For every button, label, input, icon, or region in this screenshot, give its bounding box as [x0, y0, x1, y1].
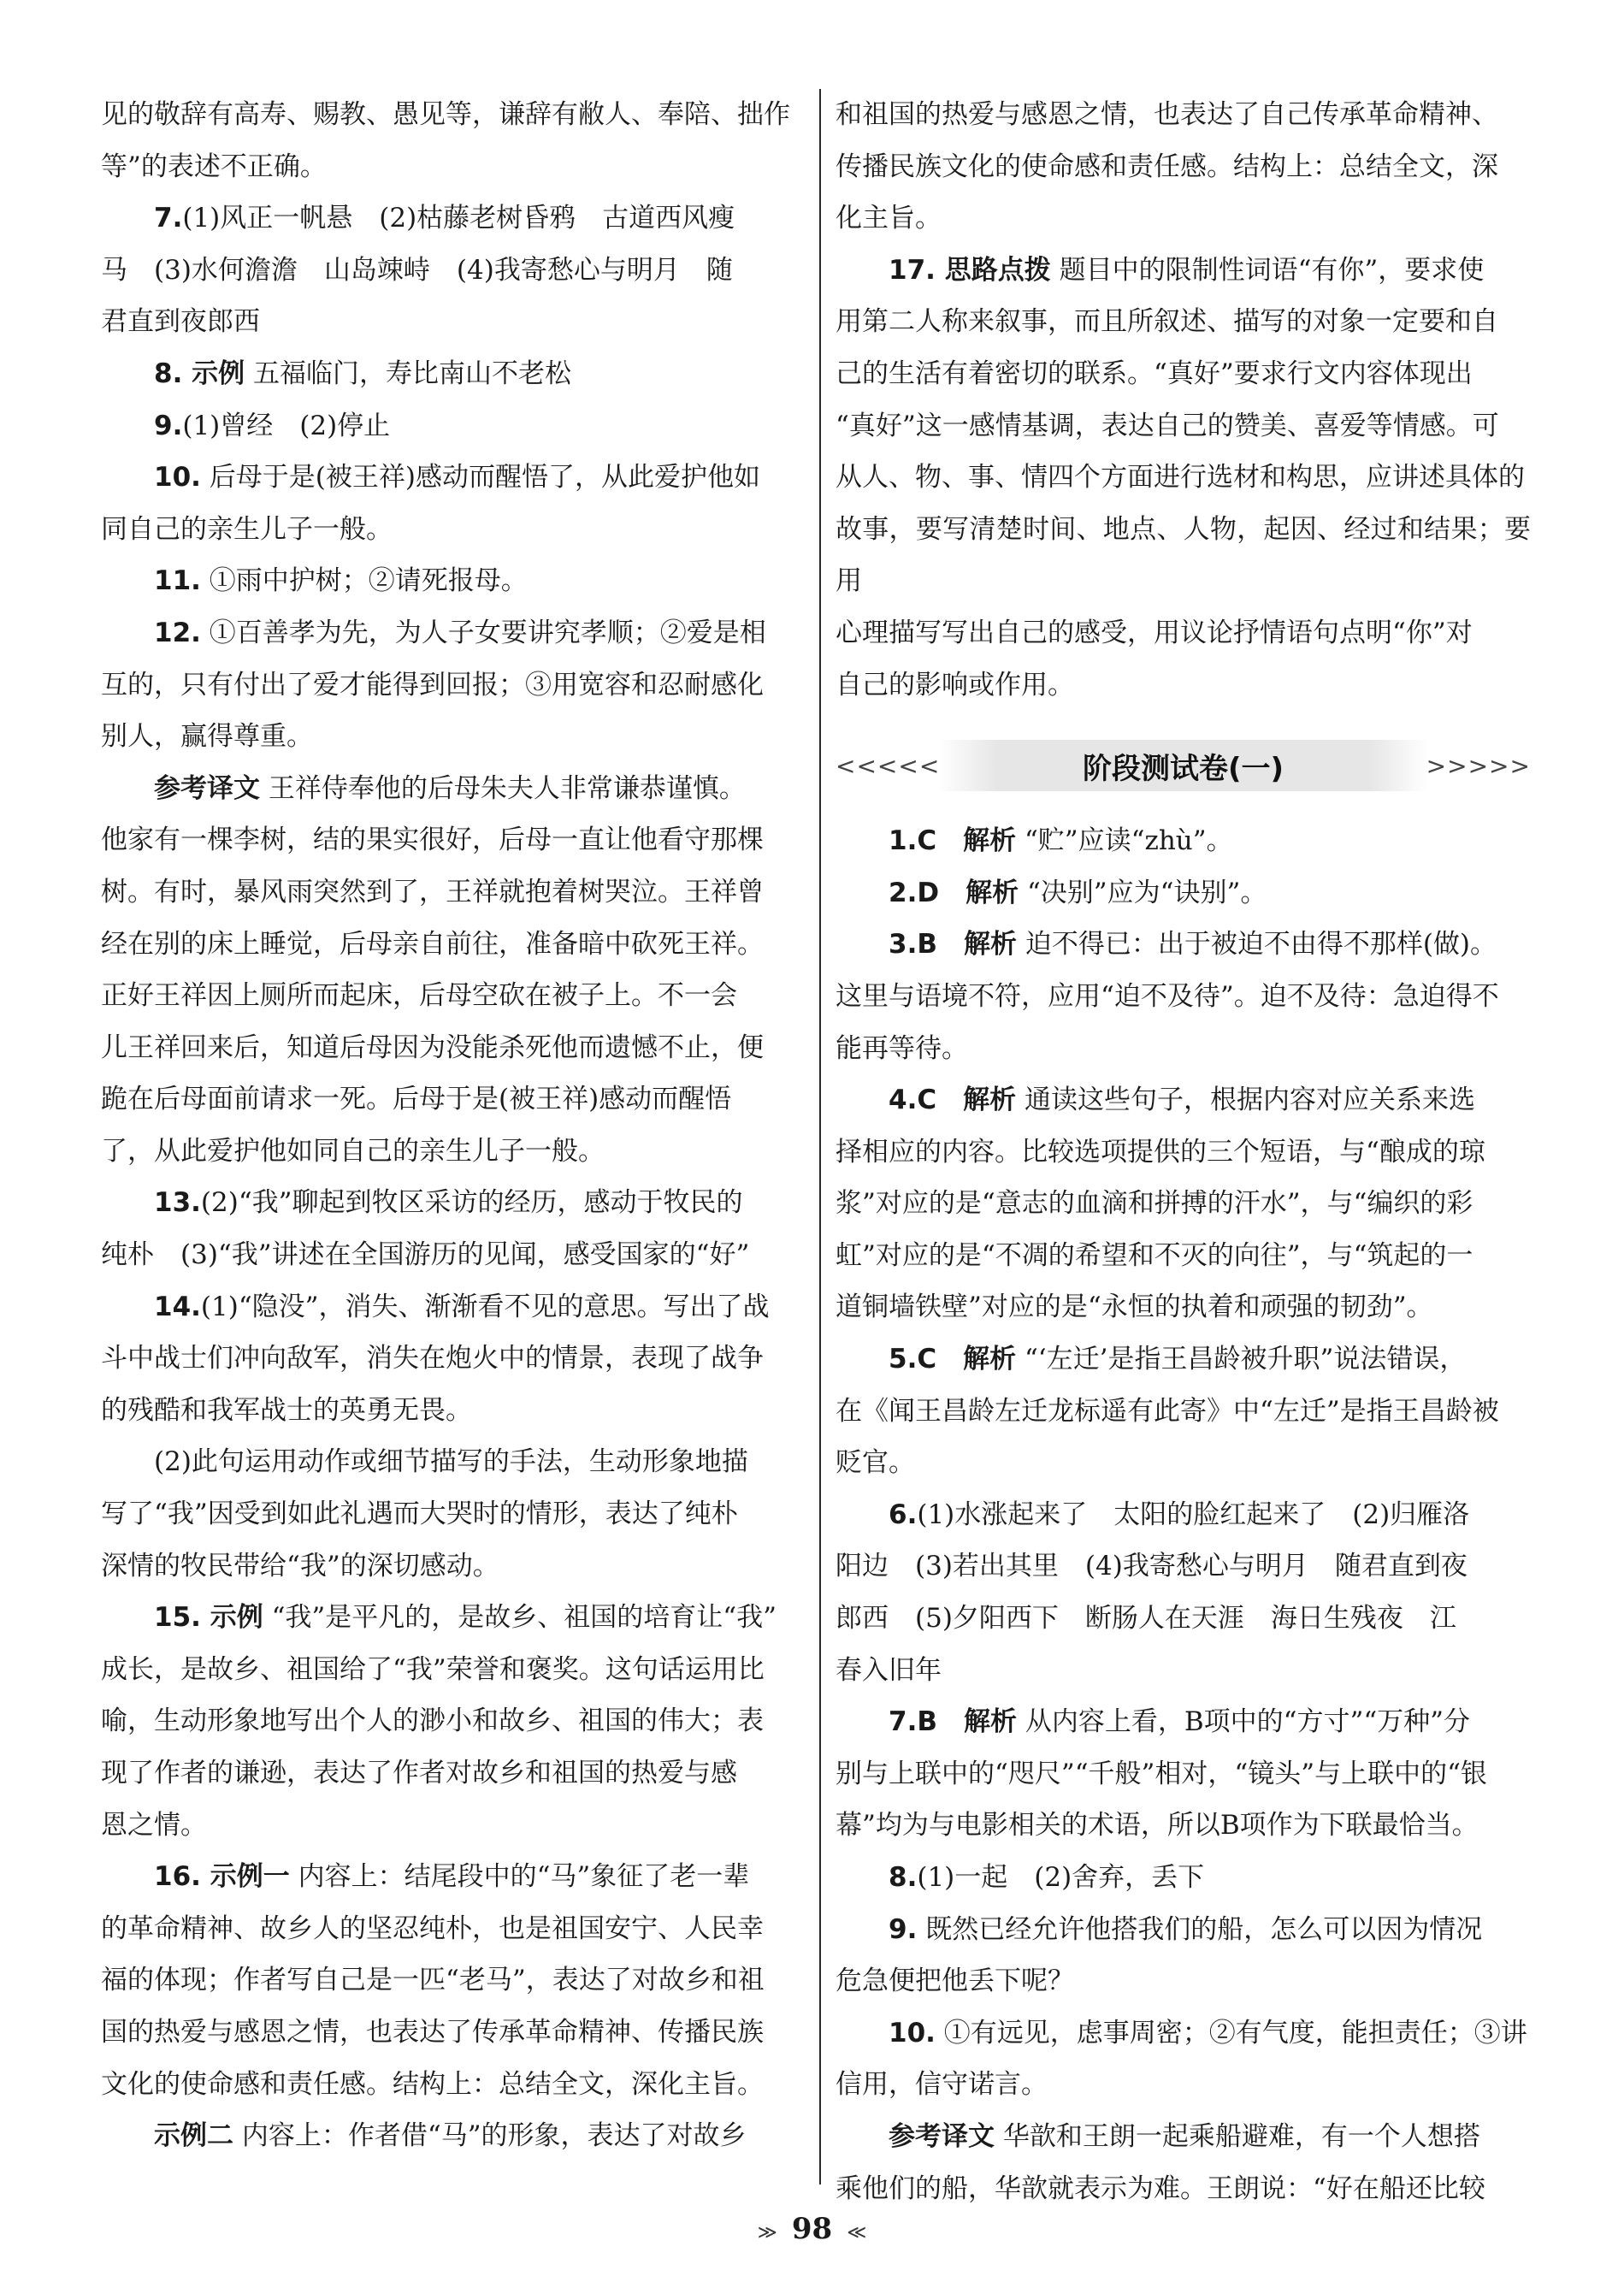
line-text: 马 (3)水何澹澹 山岛竦峙 (4)我寄愁心与明月 随	[101, 254, 733, 286]
line-text: 浆”对应的是“意志的血滴和拼搏的汗水”，与“编织的彩	[836, 1188, 1473, 1220]
text-line	[836, 348, 1531, 400]
text-line	[836, 1645, 1531, 1697]
text-line	[101, 1747, 809, 1800]
line-text: 从人、物、事、情四个方面进行选材和构思，应讲述具体的	[836, 462, 1525, 494]
text-line	[101, 192, 809, 245]
text-line	[101, 763, 809, 815]
line-text: 传播民族文化的使命感和责任感。结构上：总结全文，深	[836, 151, 1498, 182]
question-label: 3.B 解析	[889, 929, 1017, 961]
line-text: (1)曾经 (2)停止	[182, 410, 391, 441]
line-text: 阳边 (3)若出其里 (4)我寄愁心与明月 随君直到夜	[836, 1551, 1468, 1582]
question-label: 17. 思路点拨	[889, 254, 1051, 286]
text-line	[101, 89, 809, 141]
text-line	[101, 1592, 809, 1644]
left-column	[101, 89, 809, 2162]
text-line	[101, 555, 809, 607]
line-text: 他家有一棵李树，结的果实很好，后母一直让他看守那棵	[101, 825, 764, 856]
text-line	[101, 659, 809, 712]
text-line	[836, 659, 1531, 712]
line-text: 择相应的内容。比较选项提供的三个短语，与“酿成的琼	[836, 1136, 1485, 1168]
question-label: 12.	[154, 617, 201, 648]
line-text: 华歆和王朗一起乘船避难，有一个人想搭	[995, 2120, 1480, 2152]
question-label: 7.	[154, 203, 183, 234]
text-line	[101, 400, 809, 452]
question-label: 参考译文	[154, 772, 260, 804]
text-line	[836, 1800, 1531, 1852]
text-line	[101, 2059, 809, 2111]
section-left-arrows: <<<<<	[836, 751, 941, 780]
text-line	[836, 1178, 1531, 1230]
text-line	[836, 141, 1531, 193]
line-text: 经在别的床上睡觉，后母亲自前往，准备暗中砍死王祥。	[101, 928, 764, 960]
text-line	[101, 711, 809, 763]
line-text: 心理描写写出自己的感受，用议论抒情语句点明“你”对	[836, 617, 1473, 648]
line-text: 在《闻王昌龄左迁龙标遥有此寄》中“左迁”是指王昌龄被	[836, 1395, 1499, 1427]
line-text: (2)此句运用动作或细节描写的手法，生动形象地描	[154, 1446, 748, 1478]
question-label: 13.	[154, 1187, 201, 1219]
line-text: 王祥侍奉他的后母朱夫人非常谦恭谨慎。	[260, 772, 746, 804]
text-line	[101, 607, 809, 659]
line-text: “决别”应为“诀别”。	[1019, 877, 1267, 908]
line-text: 纯朴 (3)“我”讲述在全国游历的见闻，感受国家的“好”	[101, 1239, 750, 1271]
line-text: 用第二人称来叙事，而且所叙述、描写的对象一定要和自	[836, 306, 1498, 338]
text-line	[101, 1436, 809, 1488]
text-line	[836, 919, 1531, 971]
question-label: 参考译文	[889, 2120, 995, 2152]
text-line	[101, 2110, 809, 2162]
line-text: 福的体现；作者写自己是一匹“老马”，表达了对故乡和祖	[101, 1965, 765, 1996]
text-line	[836, 2059, 1531, 2111]
question-label: 9.	[154, 410, 183, 441]
line-text: 能再等待。	[836, 1032, 968, 1064]
text-line	[101, 141, 809, 193]
text-line	[101, 1022, 809, 1074]
text-line	[101, 1126, 809, 1178]
text-line	[101, 1281, 809, 1333]
line-text: 跪在后母面前请求一死。后母于是(被王祥)感动而醒悟	[101, 1084, 732, 1115]
text-line	[101, 970, 809, 1022]
question-label: 8. 示例	[154, 358, 245, 389]
text-line	[836, 1489, 1531, 1541]
text-line	[836, 1023, 1531, 1075]
line-text: 正好王祥因上厕所而起床，后母空砍在被子上。不一会	[101, 980, 737, 1012]
question-label: 8.	[889, 1862, 918, 1893]
text-line	[101, 245, 809, 297]
line-text: 成长，是故乡、祖国给了“我”荣誉和褒奖。这句话运用比	[101, 1653, 765, 1685]
line-text: “贮”应读“zhù”。	[1016, 825, 1233, 857]
line-text: ①有远见，虑事周密；②有气度，能担责任；③讲	[935, 2017, 1527, 2048]
line-text: (2)“我”聊起到牧区采访的经历，感动于牧民的	[200, 1187, 743, 1219]
text-line	[836, 1748, 1531, 1800]
line-text: 同自己的亲生儿子一般。	[101, 513, 393, 545]
text-line	[836, 1333, 1531, 1386]
text-line	[101, 1695, 809, 1747]
text-line	[836, 1696, 1531, 1748]
stage-test-answers	[836, 815, 1531, 2214]
text-line	[836, 89, 1531, 141]
line-text: 深情的牧民带给“我”的深切感动。	[101, 1550, 499, 1581]
line-text: ①雨中护树；②请死报母。	[200, 565, 528, 597]
text-line	[836, 1593, 1531, 1645]
line-text: 和祖国的热爱与感恩之情，也表达了自己传承革命精神、	[836, 99, 1498, 130]
line-text: 等”的表述不正确。	[101, 151, 327, 182]
text-line	[836, 1074, 1531, 1126]
line-text: 后母于是(被王祥)感动而醒悟了，从此爱护他如	[200, 462, 760, 494]
text-line	[836, 815, 1531, 867]
text-line	[836, 1904, 1531, 1956]
text-line	[836, 1437, 1531, 1489]
line-text: 写了“我”因受到如此礼遇而大哭时的情形，表达了纯朴	[101, 1499, 738, 1530]
question-label: 15. 示例	[154, 1602, 263, 1634]
text-line	[836, 1852, 1531, 1904]
text-line	[836, 1281, 1531, 1333]
text-line	[101, 296, 809, 348]
text-line	[101, 1954, 809, 2007]
text-line	[101, 504, 809, 556]
line-text: 斗中战士们冲向敌军，消失在炮火中的情景，表现了战争	[101, 1343, 764, 1375]
section-title: 阶段测试卷(一)	[1082, 751, 1284, 786]
text-line	[101, 1177, 809, 1229]
text-line	[836, 971, 1531, 1023]
text-line	[836, 245, 1531, 297]
right-column	[836, 89, 1531, 2214]
line-text: “‘左迁’是指王昌龄被升职”说法错误，	[1016, 1344, 1467, 1375]
text-line	[836, 2163, 1531, 2215]
line-text: 恩之情。	[101, 1809, 207, 1841]
text-line	[836, 867, 1531, 919]
line-text: 化主旨。	[836, 203, 942, 234]
line-text: (1)“隐没”，消失、渐渐看不见的意思。写出了战	[200, 1291, 770, 1322]
footer-left-arrow: ≫	[757, 2222, 777, 2244]
line-text: 自己的影响或作用。	[836, 669, 1074, 701]
question-label: 9.	[889, 1913, 918, 1945]
footer-right-arrow: ≪	[847, 2222, 867, 2244]
text-line	[101, 1540, 809, 1593]
line-text: 虹”对应的是“不凋的希望和不灭的向往”，与“筑起的一	[836, 1239, 1473, 1271]
text-line	[101, 452, 809, 504]
line-text: 现了作者的谦逊，表达了作者对故乡和祖国的热爱与感	[101, 1758, 737, 1788]
line-text: “我”是平凡的，是故乡、祖国的培育让“我”	[263, 1602, 777, 1634]
line-text: 的残酷和我军战士的英勇无畏。	[101, 1394, 472, 1426]
line-text: 国的热爱与感恩之情，也表达了传承革命精神、传播民族	[101, 2016, 764, 2048]
line-text: 树。有时，暴风雨突然到了，王祥就抱着树哭泣。王祥曾	[101, 876, 764, 907]
line-text: 郎西 (5)夕阳西下 断肠人在天涯 海日生残夜 江	[836, 1603, 1456, 1635]
text-line	[101, 1800, 809, 1852]
text-line	[836, 504, 1531, 607]
question-label: 10.	[889, 2017, 936, 2048]
text-line	[101, 1229, 809, 1281]
line-text: 喻，生动形象地写出个人的渺小和故乡、祖国的伟大；表	[101, 1706, 764, 1737]
line-text: 五福临门，寿比南山不老松	[245, 358, 571, 389]
line-text: 互的，只有付出了爱才能得到回报；③用宽容和忍耐感化	[101, 669, 764, 701]
text-line	[101, 919, 809, 971]
line-text: 春入旧年	[836, 1654, 942, 1686]
line-text: 道铜墙铁壁”对应的是“永恒的执着和顽强的韧劲”。	[836, 1292, 1433, 1323]
text-line	[101, 1644, 809, 1696]
text-line	[101, 1385, 809, 1437]
answers-continued	[836, 89, 1531, 711]
line-text: 了，从此爱护他如同自己的亲生儿子一般。	[101, 1135, 605, 1167]
question-label: 10.	[154, 462, 201, 494]
line-text: 迫不得已：出于被迫不由得不那样(做)。	[1016, 929, 1497, 961]
line-text: 这里与语境不符，应用“迫不及待”。迫不及待：急迫得不	[836, 980, 1499, 1012]
text-line	[101, 348, 809, 400]
line-text: 见的敬辞有高寿、赐教、愚见等，谦辞有敝人、奉陪、拙作	[101, 99, 790, 130]
text-line	[836, 296, 1531, 348]
text-line	[836, 452, 1531, 504]
page-footer	[0, 2212, 1624, 2246]
line-text: (1)水涨起来了 太阳的脸红起来了 (2)归雁洛	[917, 1499, 1470, 1530]
question-label: 1.C 解析	[889, 825, 1017, 857]
line-text: 别与上联中的“咫尺”“千般”相对，“镜头”与上联中的“银	[836, 1758, 1487, 1789]
line-text: 乘他们的船，华歆就表示为难。王朗说：“好在船还比较	[836, 2173, 1485, 2204]
line-text: 君直到夜郎西	[101, 306, 260, 338]
text-line	[836, 607, 1531, 659]
question-label: 示例二	[154, 2120, 233, 2152]
text-line	[836, 1230, 1531, 1282]
line-text: 文化的使命感和责任感。结构上：总结全文，深化主旨。	[101, 2068, 764, 2100]
section-right-arrows: >>>>>	[1426, 751, 1531, 780]
line-text: 的革命精神、故乡人的坚忍纯朴，也是祖国安宁、人民幸	[101, 1913, 764, 1944]
text-line	[836, 2111, 1531, 2163]
line-text: 信用，信守诺言。	[836, 2069, 1048, 2101]
question-label: 6.	[889, 1499, 918, 1530]
line-text: 贬官。	[836, 1447, 915, 1479]
line-text: 别人，赢得尊重。	[101, 721, 313, 753]
page-number: 98	[791, 2212, 833, 2246]
line-text: “真好”这一感情基调，表达自己的赞美、喜爱等情感。可	[836, 410, 1499, 441]
text-line	[101, 1333, 809, 1385]
line-text: 故事，要写清楚时间、地点、人物，起因、经过和结果；要用	[836, 513, 1531, 597]
question-label: 7.B 解析	[889, 1706, 1017, 1738]
line-text: 危急便把他丢下呢？	[836, 1966, 1074, 1997]
text-line	[836, 2007, 1531, 2060]
line-text: (1)风正一帆悬 (2)枯藤老树昏鸦 古道西风瘦	[182, 203, 735, 234]
question-label: 11.	[154, 565, 201, 597]
text-line	[101, 1488, 809, 1540]
text-line	[101, 1073, 809, 1126]
line-text: 己的生活有着密切的联系。“真好”要求行文内容体现出	[836, 358, 1473, 389]
line-text: 既然已经允许他搭我们的船，怎么可以因为情况	[917, 1913, 1483, 1945]
line-text: (1)一起 (2)舍弃，丢下	[917, 1862, 1205, 1893]
line-text: 内容上：作者借“马”的形象，表达了对故乡	[233, 2120, 747, 2152]
question-label: 2.D 解析	[889, 877, 1019, 908]
line-text: 幕”均为与电影相关的术语，所以B项作为下联最恰当。	[836, 1810, 1479, 1842]
text-line	[836, 192, 1531, 245]
text-line	[836, 1126, 1531, 1179]
text-line	[101, 866, 809, 919]
text-line	[101, 1903, 809, 1955]
line-text: 儿王祥回来后，知道后母因为没能杀死他而遗憾不止，便	[101, 1032, 764, 1063]
line-text: ①百善孝为先，为人子女要讲究孝顺；②爱是相	[200, 617, 766, 648]
line-text: 通读这些句子，根据内容对应关系来选	[1016, 1085, 1475, 1116]
column-divider	[819, 89, 821, 2184]
question-label: 14.	[154, 1291, 201, 1322]
line-text: 从内容上看，B项中的“方寸”“万种”分	[1016, 1706, 1471, 1738]
text-line	[836, 1955, 1531, 2007]
question-label: 4.C 解析	[889, 1085, 1017, 1116]
line-text: 内容上：结尾段中的“马”象征了老一辈	[289, 1861, 750, 1893]
question-label: 16. 示例一	[154, 1861, 290, 1893]
text-line	[101, 814, 809, 866]
text-line	[101, 2007, 809, 2059]
line-text: 题目中的限制性词语“有你”，要求使	[1050, 254, 1485, 286]
text-line	[836, 400, 1531, 452]
question-label: 5.C 解析	[889, 1344, 1017, 1375]
text-line	[101, 1851, 809, 1903]
section-header	[836, 735, 1531, 796]
text-line	[836, 1386, 1531, 1438]
text-line	[836, 1540, 1531, 1593]
